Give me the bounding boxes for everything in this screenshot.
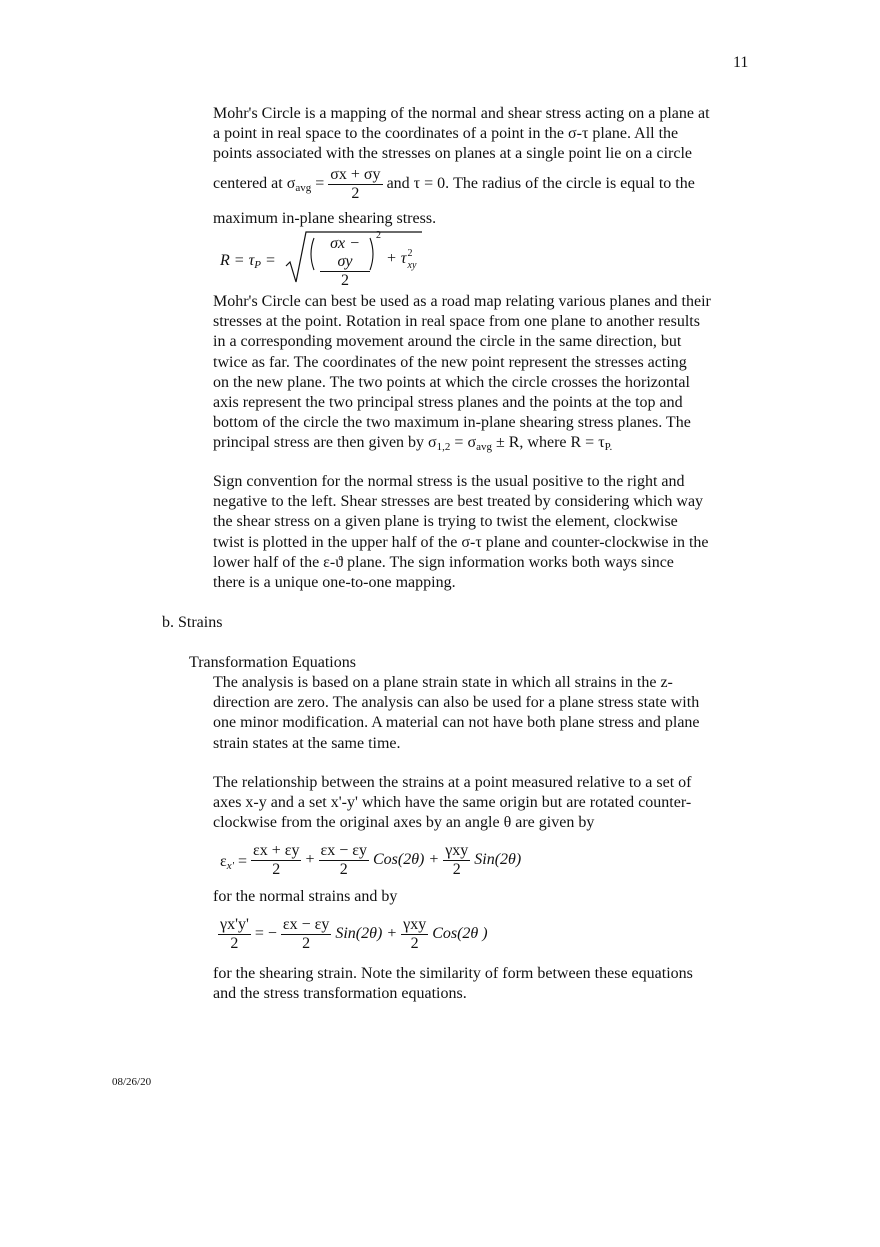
text-line: twist is plotted in the upper half of the σ-τ plane and counter-clockwise in the	[213, 533, 709, 551]
strain-fraction: $\frac{\gamma x'y'}{2}$	[220, 916, 249, 952]
text-line: axis represent the two principal stress planes and the points at the top and	[213, 394, 683, 412]
text-line: lower half of the ε-ϑ plane. The sign information works both ways since	[213, 553, 674, 571]
radius-fraction: $\frac{\sigma x - \sigma y}{2}$	[320, 235, 370, 290]
strain-fraction: $\frac{\varepsilon x + \varepsilon y}{2}$	[253, 842, 300, 878]
mohr-roadmap-paragraph	[213, 292, 763, 454]
subheading-transformation-equations: Transformation Equations	[189, 654, 356, 671]
circle-center-line: centered at $\sigma_{avg}$ = $\frac{\sigma x + \sigma y}{2}$ and τ = 0. The radius of the circle is equal to the	[213, 166, 695, 202]
text-line: for the shearing strain. Note the similarity of form between these equations	[213, 965, 693, 982]
text-line: the shear stress on a given plane is trying to twist the element, clockwise	[213, 513, 678, 531]
text-line: axes x-y and a set x'-y' which have the same origin but are rotated counter-	[213, 794, 692, 812]
text-line: a point in real space to the coordinates of a point in the σ-τ plane. All the	[213, 125, 679, 143]
center-fraction: $\frac{\sigma x + \sigma y}{2}$	[330, 166, 381, 202]
text-line: strain states at the same time.	[213, 734, 401, 752]
text-line: points associated with the stresses on planes at a single point lie on a circle	[213, 145, 692, 163]
page-number: 11	[733, 54, 749, 71]
strain-relationship-paragraph	[213, 773, 763, 834]
text-line: twice as far. The coordinates of the new point represent the stresses acting	[213, 353, 687, 371]
text-line: there is a unique one-to-one mapping.	[213, 574, 456, 592]
text-line: The analysis is based on a plane strain state in which all strains in the z-	[213, 674, 673, 691]
text-line: stresses at the point. Rotation in real space from one plane to another results	[213, 313, 700, 331]
text-line: Sign convention for the normal stress is the usual positive to the right and	[213, 473, 685, 490]
normal-strain-equation: $\varepsilon_{x'}$ = $\frac{\varepsilon x + \varepsilon y}{2}$ + $\frac{\varepsilon x - \varepsilon y}{2}$ Cos(2θ) + $\frac{\text{γxy}}{2}$ Sin(2θ)	[220, 842, 522, 878]
text-line: Mohr's Circle can best be used as a road map relating various planes and their	[213, 293, 711, 310]
text-line: in a corresponding movement around the circle in the same direction, but	[213, 333, 682, 351]
sign-convention-paragraph	[213, 472, 763, 593]
strain-fraction: $\frac{\text{γxy}}{2}$	[403, 916, 427, 952]
text-line: principal stress are then given by $\sigma_{1,2} = \sigma_{avg} \pm R$, where $R = \tau_{P.}$	[213, 434, 613, 454]
text-line: on the new plane. The two points at which the circle crosses the horizontal	[213, 373, 690, 391]
shear-strain-paragraph	[213, 964, 763, 1004]
strain-fraction: $\frac{\varepsilon x - \varepsilon y}{2}$	[320, 842, 367, 878]
text-line: maximum in-plane shearing stress.	[213, 210, 437, 227]
strain-fraction: $\frac{\text{γxy}}{2}$	[445, 842, 469, 878]
text-line: Mohr's Circle is a mapping of the normal and shear stress acting on a plane at	[213, 105, 710, 122]
section-heading-strains: b. Strains	[162, 614, 223, 631]
plane-strain-paragraph	[213, 673, 763, 754]
footer-date: 08/26/20	[112, 1076, 152, 1088]
text-line: one minor modification. A material can not have both plane stress and plane	[213, 714, 700, 732]
text-line: direction are zero. The analysis can also be used for a plane stress state with	[213, 694, 700, 712]
text-line: The relationship between the strains at a point measured relative to a set of	[213, 774, 692, 791]
text-line: for the normal strains and by	[213, 888, 398, 905]
text-line: and the stress transformation equations.	[213, 985, 467, 1003]
mohr-intro-paragraph	[213, 104, 763, 165]
text-line: negative to the left. Shear stresses are best treated by considering which way	[213, 493, 704, 511]
text-line: clockwise from the original axes by an angle θ are given by	[213, 814, 595, 832]
shear-strain-equation: $\frac{\gamma x'y'}{2}$ = − $\frac{\varepsilon x - \varepsilon y}{2}$ Sin(2θ) + $\frac{\text{γxy}}{2}$ Cos(2θ )	[220, 916, 488, 952]
strain-fraction: $\frac{\varepsilon x - \varepsilon y}{2}$	[282, 916, 330, 952]
text-line: bottom of the circle the two maximum in-plane shearing stress planes. The	[213, 414, 691, 432]
